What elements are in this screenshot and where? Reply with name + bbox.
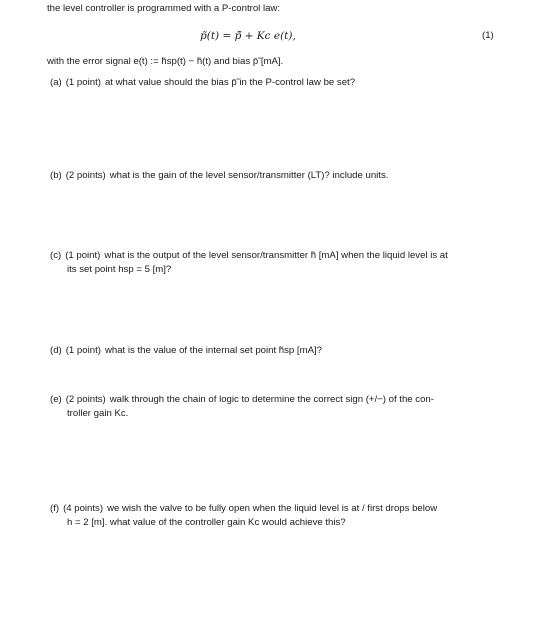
question-text: at what value should the bias p̄̃ in the P-control law be set? xyxy=(104,77,356,88)
question-text: what is the value of the internal set point h̃sp [mA]? xyxy=(104,345,322,356)
question-text: walk through the chain of logic to determine the correct sign (+/−) of the con- xyxy=(109,394,434,405)
question-f xyxy=(50,503,437,515)
question-points: (2 points) xyxy=(65,170,106,181)
question-label: (e) xyxy=(50,394,62,405)
question-points: (1 point) xyxy=(65,77,101,88)
question-c xyxy=(50,250,448,262)
question-c-continued: its set point hsp = 5 [m]? xyxy=(67,264,172,275)
intro-text: the level controller is programmed with a P-control law: xyxy=(47,3,281,14)
question-e-continued: troller gain Kc. xyxy=(67,408,129,419)
question-a xyxy=(50,77,355,89)
question-label: (d) xyxy=(50,345,62,356)
question-text: what is the output of the level sensor/transmitter h̃ [mA] when the liquid level is at xyxy=(104,250,448,261)
question-points: (1 point) xyxy=(65,250,101,261)
question-label: (b) xyxy=(50,170,62,181)
question-f-continued: h = 2 [m]. what value of the controller gain Kc would achieve this? xyxy=(67,517,346,528)
question-points: (1 point) xyxy=(65,345,101,356)
equation-number: (1) xyxy=(482,30,494,41)
question-label: (c) xyxy=(50,250,62,261)
control-law-equation: p̃(t) = p̄̃ + Kc e(t), xyxy=(200,30,296,42)
question-text: what is the gain of the level sensor/transmitter (LT)? include units. xyxy=(109,170,389,181)
error-signal-definition: with the error signal e(t) := h̃sp(t) − h̃(t) and bias p̄̃ [mA]. xyxy=(47,56,284,67)
question-label: (f) xyxy=(50,503,60,514)
question-e xyxy=(50,394,434,406)
question-d xyxy=(50,345,322,357)
question-label: (a) xyxy=(50,77,62,88)
question-points: (2 points) xyxy=(65,394,106,405)
question-text: we wish the valve to be fully open when the liquid level is at / first drops below xyxy=(107,503,438,514)
question-points: (4 points) xyxy=(63,503,104,514)
question-b xyxy=(50,170,388,182)
